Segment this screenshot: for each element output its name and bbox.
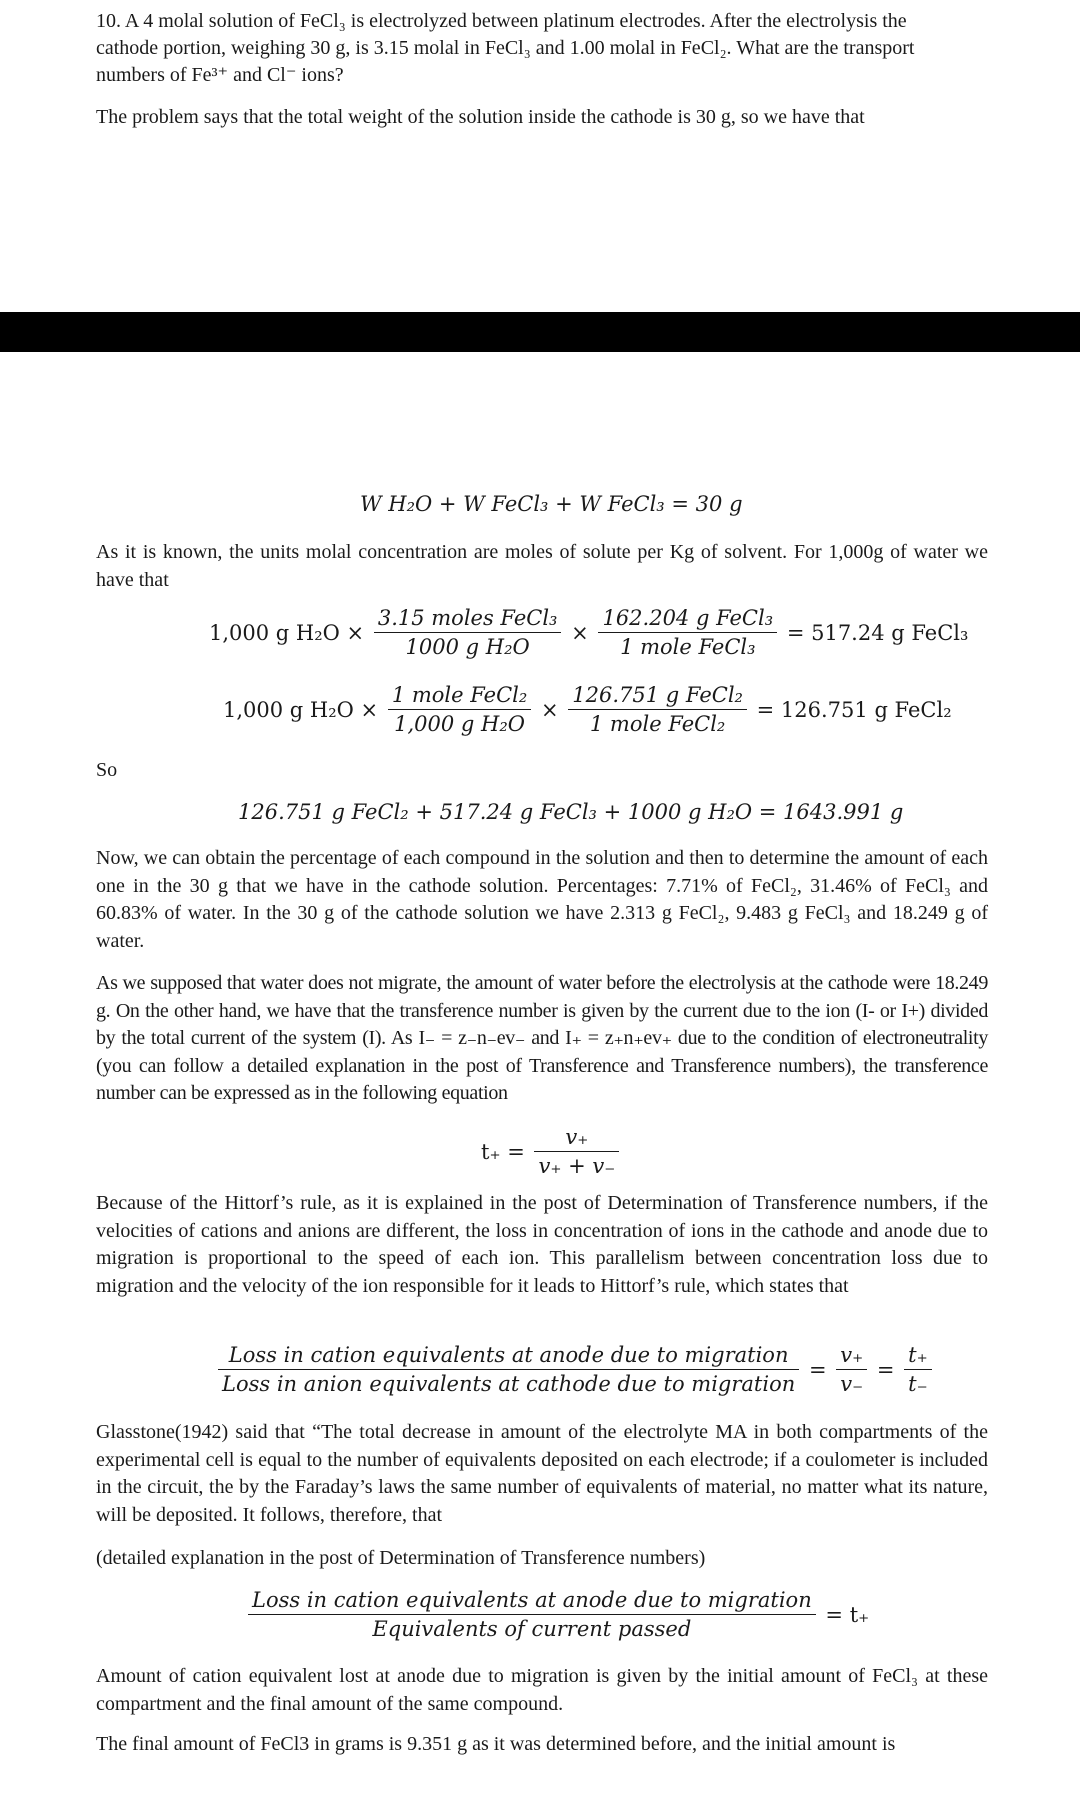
glasstone-paragraph: Glasstone(1942) said that “The total decrease in amount of the electrolyte MA in both compartments of the experimental cell is equal to the number of equivalents deposited on each electrode; if a coulometer is included in the circuit, the by the Faraday’s laws the same number of equivalents of material, no matter what its nature, will be deposited. It follows, therefore, that bbox=[96, 1421, 988, 1526]
eq1-frac1-numerator: 3.15 moles FeCl₃ bbox=[374, 604, 562, 633]
amount-paragraph: Amount of cation equivalent lost at anode due to migration is given by the initial amount of FeCl₃ at these compartment and the final amount of the same compound. bbox=[96, 1665, 988, 1715]
equation-hittorf-rule: $\frac{\text{Loss in cation equivalents at anode due to migration}}{\text{Loss in anion equivalents at cathode due to migration}}$ = $\frac{v_+}{v_-}$ = $\frac{t_+}{t_-}$ bbox=[218, 1341, 932, 1398]
hittorf-v-denominator: v₋ bbox=[840, 1372, 864, 1396]
equation-fecl3-mass: 1,000 g H₂O × $\frac{\text{3.15 moles FeCl₃}}{\text{1000 g H₂O}}$ × $\frac{\text{162.204 g FeCl₃}}{\text{1 mole FeCl₃}}$ = 517.24 g FeCl₃ bbox=[209, 606, 969, 659]
problem-line-2: cathode portion, weighing 30 g, is 3.15 molal in FeCl₃ and 1.00 molal in FeCl₂. What are the transport bbox=[96, 37, 915, 59]
tplus-numerator: v₊ bbox=[534, 1123, 619, 1152]
eq1-lhs: 1,000 g H₂O × bbox=[209, 620, 365, 645]
percentage-paragraph: Now, we can obtain the percentage of each compound in the solution and then to determine the amount of each one in the 30 g that we have in the cathode solution. Percentages: 7.71% of FeCl₂, 31.46% of FeCl₃ and 60.83% of water. In the 30 g of the cathode solution we have 2.313 g FeCl₂, 9.483 g FeCl₃ and 18.249 g of water. bbox=[96, 847, 988, 952]
current-fraction bbox=[248, 1586, 816, 1643]
hittorf-numerator: Loss in cation equivalents at anode due to migration bbox=[218, 1341, 799, 1370]
problem-line-1: 10. A 4 molal solution of FeCl₃ is electrolyzed between platinum electrodes. After the electrolysis the bbox=[96, 10, 907, 32]
eq2-frac2-numerator: 126.751 g FeCl₂ bbox=[568, 681, 747, 710]
hittorf-t-denominator: t₋ bbox=[908, 1372, 928, 1396]
eq1-frac2-numerator: 162.204 g FeCl₃ bbox=[598, 604, 777, 633]
equation-current-passed bbox=[248, 1586, 872, 1643]
eq2-fraction-2 bbox=[568, 681, 747, 738]
hittorf-paragraph: Because of the Hittorf’s rule, as it is explained in the post of Determination of Transference numbers, if the velocities of cations and anions are different, the loss in concentration of ions in the cathode and anode due to migration is proportional to the speed of each ion. This parallelism between concentration loss due to migration and the velocity of the ion responsible for it leads to Hittorf’s rule, which states that bbox=[96, 1192, 988, 1297]
current-numerator: Loss in cation equivalents at anode due to migration bbox=[248, 1586, 816, 1615]
final-paragraph: The final amount of FeCl3 in grams is 9.351 g as it was determined before, and the initial amount is bbox=[96, 1733, 896, 1755]
problem-line-3: numbers of Fe³⁺ and Cl⁻ ions? bbox=[96, 64, 344, 86]
eq1-fraction-2 bbox=[598, 604, 777, 661]
current-rhs: = t₊ bbox=[825, 1602, 870, 1627]
tplus-denominator: v₊ + v₋ bbox=[538, 1154, 616, 1178]
current-denominator: Equivalents of current passed bbox=[372, 1617, 692, 1641]
eq2-frac2-denominator: 1 mole FeCl₂ bbox=[589, 712, 726, 736]
hittorf-velocity-fraction bbox=[836, 1341, 867, 1398]
tplus-fraction bbox=[534, 1123, 619, 1180]
eq2-frac1-denominator: 1,000 g H₂O bbox=[394, 712, 525, 736]
so-label: So bbox=[96, 759, 118, 781]
water-paragraph: As we supposed that water does not migrate, the amount of water before the electrolysis at the cathode were 18.249 g. On the other hand, we have that the transference number is given by the current due to the ion (I- or I+) divided by the total current of the system (I). As I₋ = z₋n₋ev₋ and I₊ = z₊n₊ev₊ due to the condition of electroneutrality (you can follow a detailed explanation in the post of Transference and Transference numbers), the transference number can be expressed as in the following equation bbox=[96, 972, 988, 1104]
equation-fecl2-mass: 1,000 g H₂O × $\frac{\text{1 mole FeCl₂}}{\text{1,000 g H₂O}}$ × $\frac{\text{126.751 g FeCl₂}}{\text{1 mole FeCl₂}}$ = 126.751 g FeCl₂ bbox=[223, 683, 952, 736]
eq2-frac1-numerator: 1 mole FeCl₂ bbox=[388, 681, 531, 710]
intro-text: The problem says that the total weight of the solution inside the cathode is 30 g, so we have that bbox=[96, 106, 865, 128]
hittorf-denominator: Loss in anion equivalents at cathode due to migration bbox=[222, 1372, 796, 1396]
eq2-lhs: 1,000 g H₂O × bbox=[223, 697, 379, 722]
hittorf-t-fraction bbox=[904, 1341, 932, 1398]
eq1-fraction-1 bbox=[374, 604, 562, 661]
hittorf-main-fraction bbox=[218, 1341, 799, 1398]
eq2-fraction-1 bbox=[388, 681, 531, 738]
equation-transference-number bbox=[478, 1123, 619, 1180]
eq1-frac1-denominator: 1000 g H₂O bbox=[405, 635, 530, 659]
hittorf-v-numerator: v₊ bbox=[836, 1341, 867, 1370]
hittorf-t-numerator: t₊ bbox=[904, 1341, 932, 1370]
detailed-explanation-note: (detailed explanation in the post of Determination of Transference numbers) bbox=[96, 1547, 706, 1569]
molal-paragraph: As it is known, the units molal concentration are moles of solute per Kg of solvent. For 1,000g of water we have that bbox=[96, 541, 988, 591]
tplus-lhs: t₊ = bbox=[481, 1139, 525, 1164]
equation-total-mass: 126.751 g FeCl₂ + 517.24 g FeCl₃ + 1000 g H₂O = 1643.991 g bbox=[238, 800, 904, 824]
eq1-rhs: = 517.24 g FeCl₃ bbox=[786, 620, 969, 645]
eq2-rhs: = 126.751 g FeCl₂ bbox=[756, 697, 952, 722]
equation-total-weight: W H₂O + W FeCl₃ + W FeCl₃ = 30 g bbox=[360, 492, 743, 516]
redaction-band bbox=[0, 312, 1080, 352]
eq1-frac2-denominator: 1 mole FeCl₃ bbox=[620, 635, 756, 659]
